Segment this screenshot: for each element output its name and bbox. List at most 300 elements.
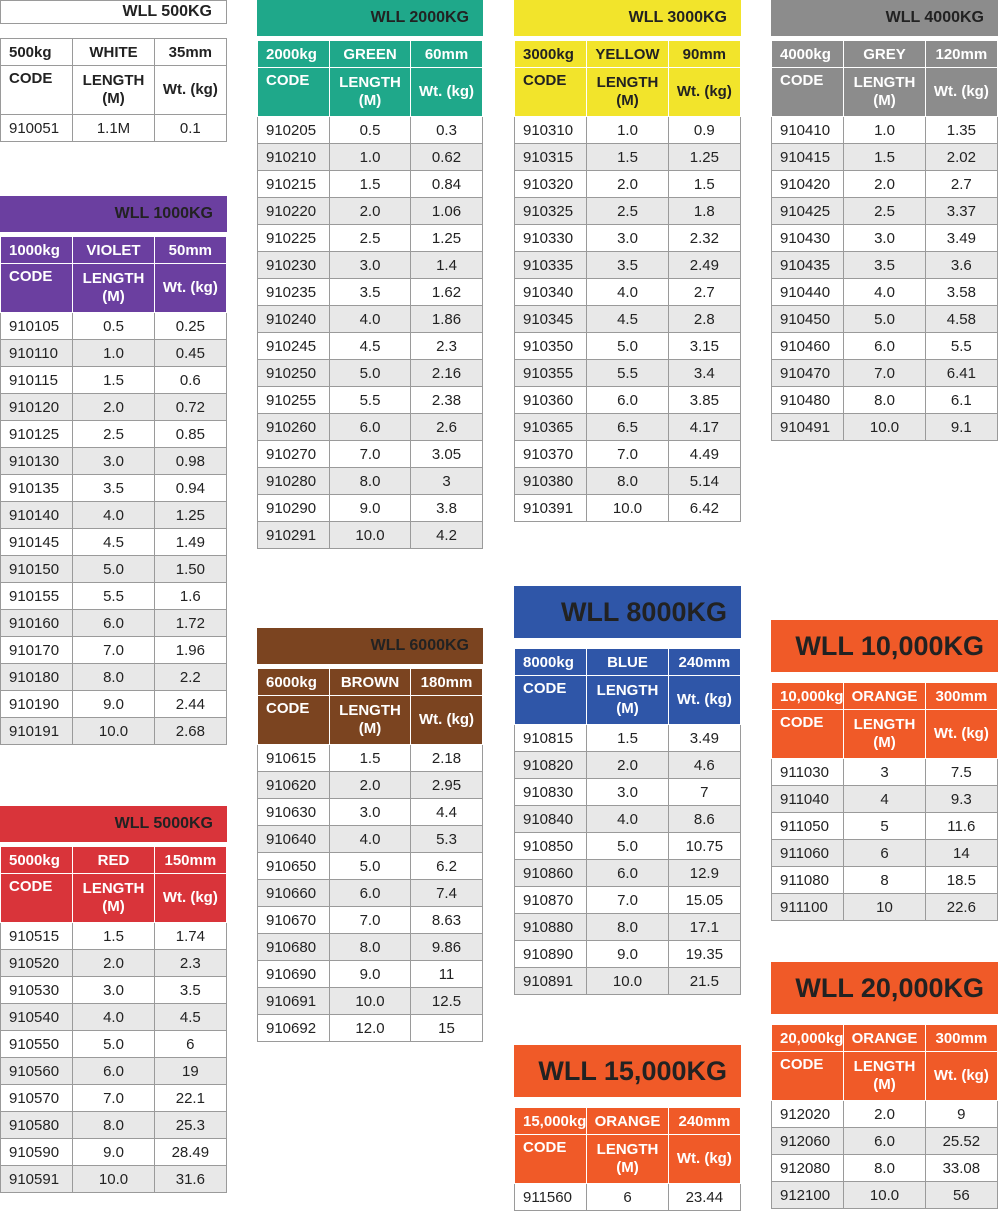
length-cell: 10.0: [330, 988, 411, 1015]
length-cell: 8: [844, 867, 925, 894]
weight-cell: 6: [154, 1031, 226, 1058]
weight-cell: 17.1: [668, 914, 740, 941]
code-cell: 910140: [1, 502, 73, 529]
table-row: [258, 826, 483, 853]
weight-cell: 23.44: [668, 1184, 740, 1211]
code-cell: 910860: [515, 860, 587, 887]
table-row: [515, 117, 741, 144]
weight-cell: 3.4: [668, 360, 740, 387]
length-cell: 6.0: [587, 387, 668, 414]
table-row: [1, 583, 227, 610]
weight-cell: 10.75: [668, 833, 740, 860]
header-row: [772, 710, 998, 759]
code-cell: 910345: [515, 306, 587, 333]
length-cell: 9.0: [330, 495, 411, 522]
code-cell: 910105: [1, 313, 73, 340]
weight-cell: 1.6: [154, 583, 226, 610]
wll-3000-banner: WLL 3000KG: [514, 0, 741, 36]
code-cell: 910391: [515, 495, 587, 522]
wll-1000-banner: WLL 1000KG: [0, 196, 227, 232]
weight-cell: 33.08: [925, 1155, 997, 1182]
length-cell: 4.5: [73, 529, 154, 556]
table-row: [772, 759, 998, 786]
weight-cell: 0.62: [411, 144, 483, 171]
length-cell: 10.0: [73, 1166, 154, 1193]
column-header: Wt. (kg): [668, 68, 740, 117]
code-cell: 910670: [258, 907, 330, 934]
spec-cell: ORANGE: [587, 1108, 668, 1135]
spec-cell: GREY: [844, 41, 925, 68]
code-cell: 911100: [772, 894, 844, 921]
table-row: [1, 448, 227, 475]
wll-20000-banner: WLL 20,000KG: [771, 962, 998, 1014]
length-cell: 5: [844, 813, 925, 840]
spec-cell: 20,000kg: [772, 1025, 844, 1052]
column-header: CODE: [515, 676, 587, 725]
length-cell: 8.0: [73, 664, 154, 691]
spec-cell: 15,000kg: [515, 1108, 587, 1135]
spec-row: [258, 41, 483, 68]
length-cell: 2.5: [844, 198, 925, 225]
length-cell: 9.0: [73, 1139, 154, 1166]
length-cell: 4.0: [73, 502, 154, 529]
length-cell: 8.0: [587, 468, 668, 495]
code-cell: 910640: [258, 826, 330, 853]
header-row: [1, 264, 227, 313]
weight-cell: 25.3: [154, 1112, 226, 1139]
weight-cell: 31.6: [154, 1166, 226, 1193]
wll-15000-banner: WLL 15,000KG: [514, 1045, 741, 1097]
table-row: [515, 1184, 741, 1211]
weight-cell: 2.3: [411, 333, 483, 360]
weight-cell: 8.63: [411, 907, 483, 934]
column-header: Wt. (kg): [411, 68, 483, 117]
header-row: [772, 1052, 998, 1101]
length-cell: 4.0: [844, 279, 925, 306]
length-cell: 4.0: [587, 279, 668, 306]
weight-cell: 2.38: [411, 387, 483, 414]
table-row: [1, 502, 227, 529]
length-cell: 7.0: [73, 1085, 154, 1112]
weight-cell: 2.68: [154, 718, 226, 745]
code-cell: 910570: [1, 1085, 73, 1112]
length-cell: 3.5: [73, 475, 154, 502]
spec-cell: 500kg: [1, 39, 73, 66]
column-header: LENGTH (M): [73, 874, 154, 923]
wll-4000-table-block: [771, 0, 998, 441]
column-header: LENGTH (M): [844, 1052, 925, 1101]
column-header: CODE: [1, 66, 73, 115]
table-row: [772, 1128, 998, 1155]
length-cell: 3.5: [587, 252, 668, 279]
length-cell: 6.0: [330, 414, 411, 441]
weight-cell: 9.3: [925, 786, 997, 813]
wll-1000-table-block: [0, 196, 227, 745]
wll-8000-table-block: [514, 586, 741, 995]
length-cell: 3.0: [844, 225, 925, 252]
code-cell: 910560: [1, 1058, 73, 1085]
length-cell: 1.5: [844, 144, 925, 171]
weight-cell: 15: [411, 1015, 483, 1042]
table-row: [772, 360, 998, 387]
length-cell: 3.5: [330, 279, 411, 306]
column-header: CODE: [258, 68, 330, 117]
code-cell: 910615: [258, 745, 330, 772]
column-header: CODE: [515, 68, 587, 117]
table-row: [515, 333, 741, 360]
table-row: [772, 279, 998, 306]
code-cell: 910620: [258, 772, 330, 799]
wll-3000-table-block: [514, 0, 741, 522]
wll-500-table: [0, 38, 227, 142]
length-cell: 6.0: [73, 610, 154, 637]
table-row: [258, 225, 483, 252]
weight-cell: 11: [411, 961, 483, 988]
wll-6000-banner: WLL 6000KG: [257, 628, 483, 664]
spec-row: [772, 683, 998, 710]
table-row: [258, 880, 483, 907]
length-cell: 4.5: [587, 306, 668, 333]
weight-cell: 19: [154, 1058, 226, 1085]
weight-cell: 3.5: [154, 977, 226, 1004]
length-cell: 1.0: [587, 117, 668, 144]
table-row: [1, 950, 227, 977]
table-row: [258, 117, 483, 144]
spec-cell: 240mm: [668, 649, 740, 676]
length-cell: 6.0: [587, 860, 668, 887]
table-row: [515, 779, 741, 806]
spec-cell: RED: [73, 847, 154, 874]
code-cell: 912020: [772, 1101, 844, 1128]
code-cell: 910880: [515, 914, 587, 941]
spec-row: [258, 669, 483, 696]
weight-cell: 12.9: [668, 860, 740, 887]
code-cell: 910335: [515, 252, 587, 279]
weight-cell: 3.05: [411, 441, 483, 468]
column-header: CODE: [1, 264, 73, 313]
code-cell: 910660: [258, 880, 330, 907]
wll-5000-table-block: [0, 806, 227, 1193]
length-cell: 5.0: [73, 1031, 154, 1058]
length-cell: 10.0: [330, 522, 411, 549]
wll-20000-table-block: [771, 962, 998, 1209]
length-cell: 8.0: [330, 934, 411, 961]
spec-cell: VIOLET: [73, 237, 154, 264]
weight-cell: 2.49: [668, 252, 740, 279]
weight-cell: 1.49: [154, 529, 226, 556]
spec-cell: 3000kg: [515, 41, 587, 68]
column-header: CODE: [258, 696, 330, 745]
table-row: [772, 171, 998, 198]
spec-row: [515, 1108, 741, 1135]
weight-cell: 1.25: [668, 144, 740, 171]
header-row: [515, 676, 741, 725]
code-cell: 910515: [1, 923, 73, 950]
column-header: Wt. (kg): [925, 710, 997, 759]
length-cell: 3.0: [587, 779, 668, 806]
length-cell: 3.0: [73, 977, 154, 1004]
length-cell: 1.0: [73, 340, 154, 367]
weight-cell: 2.2: [154, 664, 226, 691]
weight-cell: 22.1: [154, 1085, 226, 1112]
code-cell: 910540: [1, 1004, 73, 1031]
code-cell: 910491: [772, 414, 844, 441]
column-header: Wt. (kg): [154, 264, 226, 313]
spec-row: [1, 847, 227, 874]
weight-cell: 1.72: [154, 610, 226, 637]
weight-cell: 5.14: [668, 468, 740, 495]
spec-row: [772, 41, 998, 68]
table-row: [1, 923, 227, 950]
table-row: [772, 813, 998, 840]
weight-cell: 0.85: [154, 421, 226, 448]
table-row: [258, 1015, 483, 1042]
table-row: [258, 907, 483, 934]
code-cell: 910360: [515, 387, 587, 414]
weight-cell: 2.02: [925, 144, 997, 171]
table-row: [258, 468, 483, 495]
code-cell: 910850: [515, 833, 587, 860]
table-row: [1, 367, 227, 394]
table-row: [258, 495, 483, 522]
weight-cell: 1.86: [411, 306, 483, 333]
weight-cell: 0.84: [411, 171, 483, 198]
spec-row: [772, 1025, 998, 1052]
length-cell: 0.5: [330, 117, 411, 144]
table-row: [258, 441, 483, 468]
weight-cell: 2.3: [154, 950, 226, 977]
length-cell: 3.0: [73, 448, 154, 475]
wll-10000-table: [771, 682, 998, 921]
weight-cell: 3.37: [925, 198, 997, 225]
wll-6000-table: [257, 668, 483, 1042]
weight-cell: 12.5: [411, 988, 483, 1015]
code-cell: 911060: [772, 840, 844, 867]
spec-cell: 180mm: [411, 669, 483, 696]
length-cell: 2.0: [330, 198, 411, 225]
spec-cell: BROWN: [330, 669, 411, 696]
header-row: [1, 66, 227, 115]
weight-cell: 6.1: [925, 387, 997, 414]
spec-cell: 300mm: [925, 1025, 997, 1052]
length-cell: 1.5: [73, 367, 154, 394]
table-row: [1, 1058, 227, 1085]
length-cell: 6: [587, 1184, 668, 1211]
weight-cell: 4.4: [411, 799, 483, 826]
weight-cell: 2.16: [411, 360, 483, 387]
column-header: LENGTH (M): [587, 1135, 668, 1184]
weight-cell: 9.1: [925, 414, 997, 441]
code-cell: 910270: [258, 441, 330, 468]
table-row: [1, 1166, 227, 1193]
code-cell: 910250: [258, 360, 330, 387]
weight-cell: 2.18: [411, 745, 483, 772]
weight-cell: 3.49: [668, 725, 740, 752]
weight-cell: 56: [925, 1182, 997, 1209]
code-cell: 910310: [515, 117, 587, 144]
table-row: [515, 306, 741, 333]
weight-cell: 4.5: [154, 1004, 226, 1031]
length-cell: 10.0: [73, 718, 154, 745]
length-cell: 2.0: [587, 752, 668, 779]
weight-cell: 0.25: [154, 313, 226, 340]
table-row: [1, 1085, 227, 1112]
length-cell: 1.5: [330, 745, 411, 772]
table-row: [1, 529, 227, 556]
code-cell: 910235: [258, 279, 330, 306]
table-row: [772, 1182, 998, 1209]
code-cell: 910365: [515, 414, 587, 441]
table-row: [772, 198, 998, 225]
length-cell: 5.0: [587, 333, 668, 360]
code-cell: 912100: [772, 1182, 844, 1209]
code-cell: 910840: [515, 806, 587, 833]
length-cell: 2.5: [587, 198, 668, 225]
weight-cell: 1.96: [154, 637, 226, 664]
weight-cell: 1.25: [411, 225, 483, 252]
length-cell: 1.5: [73, 923, 154, 950]
weight-cell: 28.49: [154, 1139, 226, 1166]
table-row: [1, 475, 227, 502]
table-row: [1, 115, 227, 142]
spec-cell: 50mm: [154, 237, 226, 264]
table-row: [772, 786, 998, 813]
code-cell: 910170: [1, 637, 73, 664]
wll-4000-table: [771, 40, 998, 441]
length-cell: 2.0: [73, 950, 154, 977]
table-row: [1, 421, 227, 448]
weight-cell: 0.94: [154, 475, 226, 502]
length-cell: 12.0: [330, 1015, 411, 1042]
table-row: [772, 387, 998, 414]
column-header: Wt. (kg): [925, 68, 997, 117]
code-cell: 910430: [772, 225, 844, 252]
table-row: [515, 144, 741, 171]
weight-cell: 1.06: [411, 198, 483, 225]
length-cell: 4.0: [330, 306, 411, 333]
table-row: [1, 977, 227, 1004]
length-cell: 2.0: [844, 171, 925, 198]
length-cell: 3.5: [844, 252, 925, 279]
wll-500-table-block: [0, 0, 227, 142]
header-row: [772, 68, 998, 117]
spec-cell: 8000kg: [515, 649, 587, 676]
length-cell: 7.0: [844, 360, 925, 387]
length-cell: 7.0: [73, 637, 154, 664]
wll-2000-table: [257, 40, 483, 549]
weight-cell: 25.52: [925, 1128, 997, 1155]
weight-cell: 5.5: [925, 333, 997, 360]
code-cell: 910180: [1, 664, 73, 691]
length-cell: 2.0: [330, 772, 411, 799]
table-row: [515, 941, 741, 968]
table-row: [772, 894, 998, 921]
code-cell: 910155: [1, 583, 73, 610]
code-cell: 910110: [1, 340, 73, 367]
code-cell: 910530: [1, 977, 73, 1004]
column-header: LENGTH (M): [844, 710, 925, 759]
weight-cell: 1.35: [925, 117, 997, 144]
length-cell: 5.0: [73, 556, 154, 583]
code-cell: 910460: [772, 333, 844, 360]
weight-cell: 2.7: [925, 171, 997, 198]
weight-cell: 1.74: [154, 923, 226, 950]
length-cell: 3: [844, 759, 925, 786]
code-cell: 910520: [1, 950, 73, 977]
code-cell: 910870: [515, 887, 587, 914]
code-cell: 910420: [772, 171, 844, 198]
table-row: [515, 495, 741, 522]
length-cell: 2.5: [330, 225, 411, 252]
spec-cell: 150mm: [154, 847, 226, 874]
code-cell: 910051: [1, 115, 73, 142]
weight-cell: 4.58: [925, 306, 997, 333]
code-cell: 910350: [515, 333, 587, 360]
weight-cell: 8.6: [668, 806, 740, 833]
spec-row: [515, 649, 741, 676]
code-cell: 910291: [258, 522, 330, 549]
weight-cell: 2.8: [668, 306, 740, 333]
weight-cell: 4.49: [668, 441, 740, 468]
spec-cell: 4000kg: [772, 41, 844, 68]
spec-cell: 10,000kg: [772, 683, 844, 710]
weight-cell: 1.50: [154, 556, 226, 583]
table-row: [515, 171, 741, 198]
weight-cell: 2.7: [668, 279, 740, 306]
wll-5000-banner: WLL 5000KG: [0, 806, 227, 842]
code-cell: 910650: [258, 853, 330, 880]
code-cell: 911040: [772, 786, 844, 813]
weight-cell: 0.9: [668, 117, 740, 144]
header-row: [258, 696, 483, 745]
table-row: [1, 1139, 227, 1166]
length-cell: 1.5: [587, 144, 668, 171]
length-cell: 3.0: [587, 225, 668, 252]
code-cell: 910630: [258, 799, 330, 826]
table-row: [258, 772, 483, 799]
weight-cell: 6.42: [668, 495, 740, 522]
length-cell: 7.0: [330, 441, 411, 468]
column-header: CODE: [1, 874, 73, 923]
weight-cell: 1.4: [411, 252, 483, 279]
column-header: Wt. (kg): [925, 1052, 997, 1101]
spec-cell: 300mm: [925, 683, 997, 710]
weight-cell: 0.6: [154, 367, 226, 394]
code-cell: 910220: [258, 198, 330, 225]
code-cell: 910225: [258, 225, 330, 252]
code-cell: 910415: [772, 144, 844, 171]
weight-cell: 19.35: [668, 941, 740, 968]
table-row: [515, 806, 741, 833]
table-row: [258, 198, 483, 225]
code-cell: 910120: [1, 394, 73, 421]
code-cell: 910115: [1, 367, 73, 394]
table-row: [772, 867, 998, 894]
table-row: [515, 414, 741, 441]
length-cell: 8.0: [330, 468, 411, 495]
length-cell: 4.0: [73, 1004, 154, 1031]
table-row: [258, 144, 483, 171]
length-cell: 10.0: [587, 968, 668, 995]
code-cell: 910890: [515, 941, 587, 968]
code-cell: 910325: [515, 198, 587, 225]
code-cell: 910410: [772, 117, 844, 144]
weight-cell: 2.6: [411, 414, 483, 441]
length-cell: 2.0: [844, 1101, 925, 1128]
weight-cell: 21.5: [668, 968, 740, 995]
length-cell: 7.0: [587, 441, 668, 468]
code-cell: 910330: [515, 225, 587, 252]
